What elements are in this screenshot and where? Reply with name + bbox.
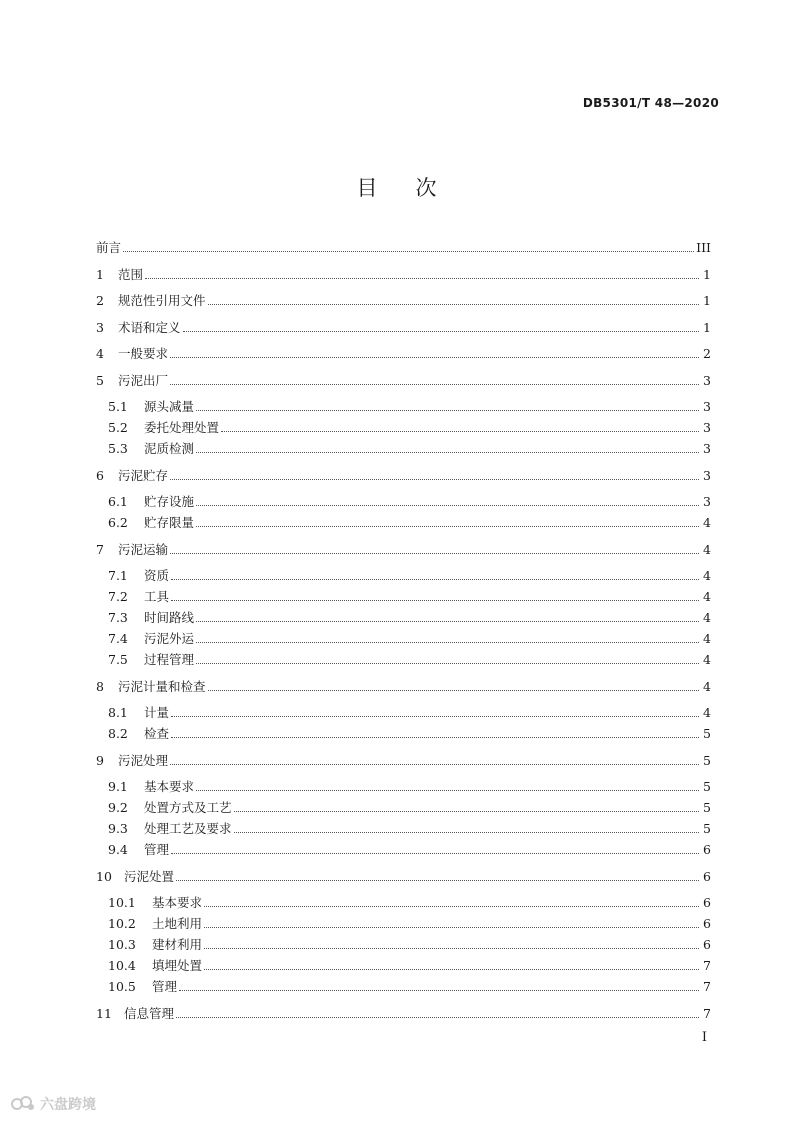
toc-entry-page: 7	[703, 1005, 711, 1021]
toc-entry-label: 污泥处置	[124, 868, 175, 884]
toc-entry[interactable]	[96, 648, 711, 668]
dot-leader	[176, 880, 699, 881]
dot-leader	[221, 431, 699, 432]
toc-entry[interactable]	[96, 838, 711, 858]
toc-title: 目次	[356, 176, 475, 200]
dot-leader	[204, 906, 699, 907]
toc-entry[interactable]	[96, 585, 711, 605]
toc-entry[interactable]	[96, 369, 711, 389]
dot-leader	[196, 526, 699, 527]
toc-entry-label: 污泥处理	[118, 752, 169, 768]
page-number: I	[701, 1030, 707, 1045]
toc-entry-number: 7.3	[108, 610, 128, 625]
toc-entry-page: 5	[703, 726, 711, 741]
watermark-text: 六盘跨境	[40, 1097, 96, 1113]
toc-entry-number: 9.3	[108, 821, 128, 836]
toc-entry-number: 10.4	[108, 958, 136, 973]
dot-leader	[170, 553, 699, 554]
toc-entry-label: 规范性引用文件	[118, 293, 206, 308]
toc-entry[interactable]	[96, 538, 711, 558]
toc-entry-label: 资质	[144, 568, 170, 583]
toc-entry-page: 5	[703, 779, 711, 794]
dot-leader	[204, 969, 699, 970]
toc-entry-number: 9	[96, 752, 104, 768]
toc-entry[interactable]	[96, 316, 711, 336]
dot-leader	[234, 811, 699, 812]
toc-entry-page: 4	[703, 678, 711, 694]
dot-leader	[234, 832, 699, 833]
toc-entry-page: 7	[703, 979, 711, 994]
toc-entry-number: 7.4	[108, 631, 128, 646]
toc-entry-number: 6	[96, 467, 104, 483]
toc-entry-number: 5.2	[108, 420, 128, 435]
toc-entry-label: 建材利用	[152, 937, 203, 952]
toc-entry-page: 3	[703, 494, 711, 509]
dot-leader	[171, 716, 699, 717]
toc-entry-page: 3	[703, 420, 711, 435]
toc-entry-label: 计量	[144, 705, 170, 720]
dot-leader	[196, 621, 699, 622]
toc-entry[interactable]	[96, 775, 711, 795]
toc-entry-label: 填埋处置	[152, 958, 203, 973]
toc-entry-label: 基本要求	[152, 895, 203, 910]
toc-entry-label: 委托处理处置	[144, 420, 220, 435]
toc-entry-label: 工具	[144, 589, 170, 604]
toc-entry-label: 范围	[118, 266, 144, 282]
toc-entry-page: 6	[703, 868, 711, 884]
toc-entry[interactable]	[96, 1002, 711, 1022]
toc-entry-label: 污泥出厂	[118, 372, 169, 388]
toc-entry[interactable]	[96, 437, 711, 457]
dot-leader	[170, 357, 699, 358]
toc-entry-label: 检查	[144, 726, 170, 741]
toc-entry-number: 1	[96, 266, 104, 282]
toc-entry[interactable]	[96, 395, 711, 415]
dot-leader	[171, 579, 699, 580]
toc-entry-number: 5.3	[108, 441, 128, 456]
toc-entry-number: 4	[96, 346, 104, 361]
toc-entry-label: 术语和定义	[118, 319, 181, 335]
toc-entry-number: 9.1	[108, 779, 128, 794]
toc-entry-page: 6	[703, 916, 711, 931]
toc-entry-number: 10.3	[108, 937, 136, 952]
toc-entry-number: 7.5	[108, 652, 128, 667]
toc-entry-label: 信息管理	[124, 1005, 175, 1021]
dot-leader	[196, 452, 699, 453]
toc-entry-label: 污泥外运	[144, 631, 195, 646]
toc-entry-label: 污泥贮存	[118, 467, 169, 483]
toc-entry-number: 8	[96, 678, 104, 694]
toc-entry-number: 8.1	[108, 705, 128, 720]
toc-entry-page: 4	[703, 589, 711, 604]
toc-entry-number: 9.2	[108, 800, 128, 815]
toc-entry[interactable]	[96, 675, 711, 695]
toc-entry-label: 贮存设施	[144, 494, 195, 509]
toc-entry[interactable]	[96, 342, 711, 362]
dot-leader	[170, 384, 699, 385]
toc-entry[interactable]	[96, 606, 711, 626]
toc-entry-page: 1	[703, 266, 711, 282]
toc-entry-label: 土地利用	[152, 916, 203, 931]
dot-leader	[196, 505, 699, 506]
toc-entry-label: 管理	[144, 842, 170, 857]
toc-entry-number: 7	[96, 541, 104, 557]
toc-entry-page: 3	[703, 399, 711, 414]
toc-entry[interactable]	[96, 796, 711, 816]
toc-entry[interactable]	[96, 511, 711, 531]
toc-entry-number: 5.1	[108, 399, 128, 414]
toc-entry[interactable]	[96, 490, 711, 510]
dot-leader	[208, 304, 699, 305]
dot-leader	[196, 642, 699, 643]
toc-entry-page: 4	[703, 631, 711, 646]
toc-entry-number: 6.2	[108, 515, 128, 530]
dot-leader	[196, 410, 699, 411]
toc-entry-page: 4	[703, 568, 711, 583]
toc-entry-number: 10.5	[108, 979, 136, 994]
dot-leader	[145, 278, 699, 279]
toc-entry[interactable]	[96, 564, 711, 584]
toc-entry-page: 6	[703, 842, 711, 857]
toc-entry-label: 处置方式及工艺	[144, 800, 232, 815]
toc-entry[interactable]	[96, 263, 711, 283]
toc-entry-label: 污泥计量和检查	[118, 678, 206, 694]
document-code: DB5301/T 48—2020	[582, 96, 719, 110]
toc-entry-label: 污泥运输	[118, 541, 169, 557]
dot-leader	[170, 764, 699, 765]
dot-leader	[171, 600, 699, 601]
dot-leader	[196, 790, 699, 791]
dot-leader	[123, 251, 694, 252]
toc-entry[interactable]	[96, 416, 711, 436]
toc-entry-page: III	[696, 240, 711, 255]
watermark-logo-icon	[10, 1094, 36, 1114]
dot-leader	[196, 663, 699, 664]
toc-entry-number: 5	[96, 372, 104, 388]
toc-entry-number: 7.2	[108, 589, 128, 604]
toc-entry-label: 泥质检测	[144, 441, 195, 456]
toc-entry-page: 4	[703, 541, 711, 557]
toc-entry[interactable]	[96, 817, 711, 837]
dot-leader	[176, 1017, 699, 1018]
toc-entry[interactable]	[96, 701, 711, 721]
toc-entry-label: 时间路线	[144, 610, 195, 625]
toc-entry[interactable]	[96, 891, 711, 911]
toc-entry-label: 贮存限量	[144, 515, 195, 530]
toc-entry-label: 处理工艺及要求	[144, 821, 232, 836]
toc-entry-label: 源头减量	[144, 399, 195, 414]
toc-entry-page: 5	[703, 821, 711, 836]
watermark	[10, 1094, 96, 1114]
toc-entry-page: 4	[703, 610, 711, 625]
toc-entry-number: 2	[96, 293, 104, 308]
toc-entry-page: 3	[703, 372, 711, 388]
dot-leader	[204, 927, 699, 928]
toc-entry[interactable]	[96, 912, 711, 932]
toc-entry-label: 一般要求	[118, 346, 169, 361]
toc-entry-number: 8.2	[108, 726, 128, 741]
toc-entry-page: 3	[703, 467, 711, 483]
toc-entry-label: 基本要求	[144, 779, 195, 794]
toc-entry-number: 9.4	[108, 842, 128, 857]
toc-entry[interactable]	[96, 933, 711, 953]
toc-entry-number: 3	[96, 319, 104, 335]
toc-entry-number: 10.2	[108, 916, 136, 931]
toc-entry-page: 1	[703, 293, 711, 308]
dot-leader	[171, 737, 699, 738]
toc-entry[interactable]	[96, 975, 711, 995]
toc-entry-label: 过程管理	[144, 652, 195, 667]
toc-entry[interactable]	[96, 722, 711, 742]
toc-entry-page: 4	[703, 652, 711, 667]
toc-entry[interactable]	[96, 464, 711, 484]
dot-leader	[208, 690, 699, 691]
dot-leader	[204, 948, 699, 949]
toc-entry-page: 7	[703, 958, 711, 973]
toc-entry[interactable]	[96, 954, 711, 974]
dot-leader	[171, 853, 699, 854]
toc-entry-number: 6.1	[108, 494, 128, 509]
toc-entry-number: 10	[96, 868, 112, 884]
toc-entry-page: 3	[703, 441, 711, 456]
dot-leader	[183, 331, 699, 332]
toc-entry-page: 5	[703, 752, 711, 768]
toc-entry-page: 6	[703, 895, 711, 910]
toc-entry[interactable]	[96, 236, 711, 256]
toc-entry[interactable]	[96, 289, 711, 309]
toc-entry-number: 7.1	[108, 568, 128, 583]
toc-entry[interactable]	[96, 749, 711, 769]
toc-entry-number: 10.1	[108, 895, 136, 910]
toc-entry-number: 11	[96, 1005, 112, 1021]
dot-leader	[170, 479, 699, 480]
toc-entry[interactable]	[96, 865, 711, 885]
toc-entry-page: 6	[703, 937, 711, 952]
toc-entry-page: 4	[703, 515, 711, 530]
toc-entry[interactable]	[96, 627, 711, 647]
toc-entry-page: 4	[703, 705, 711, 720]
toc-entry-label: 管理	[152, 979, 178, 994]
toc-entry-page: 1	[703, 319, 711, 335]
toc-entry-page: 2	[703, 346, 711, 361]
toc-entry-label: 前言	[96, 240, 122, 255]
dot-leader	[179, 990, 699, 991]
toc-entry-page: 5	[703, 800, 711, 815]
